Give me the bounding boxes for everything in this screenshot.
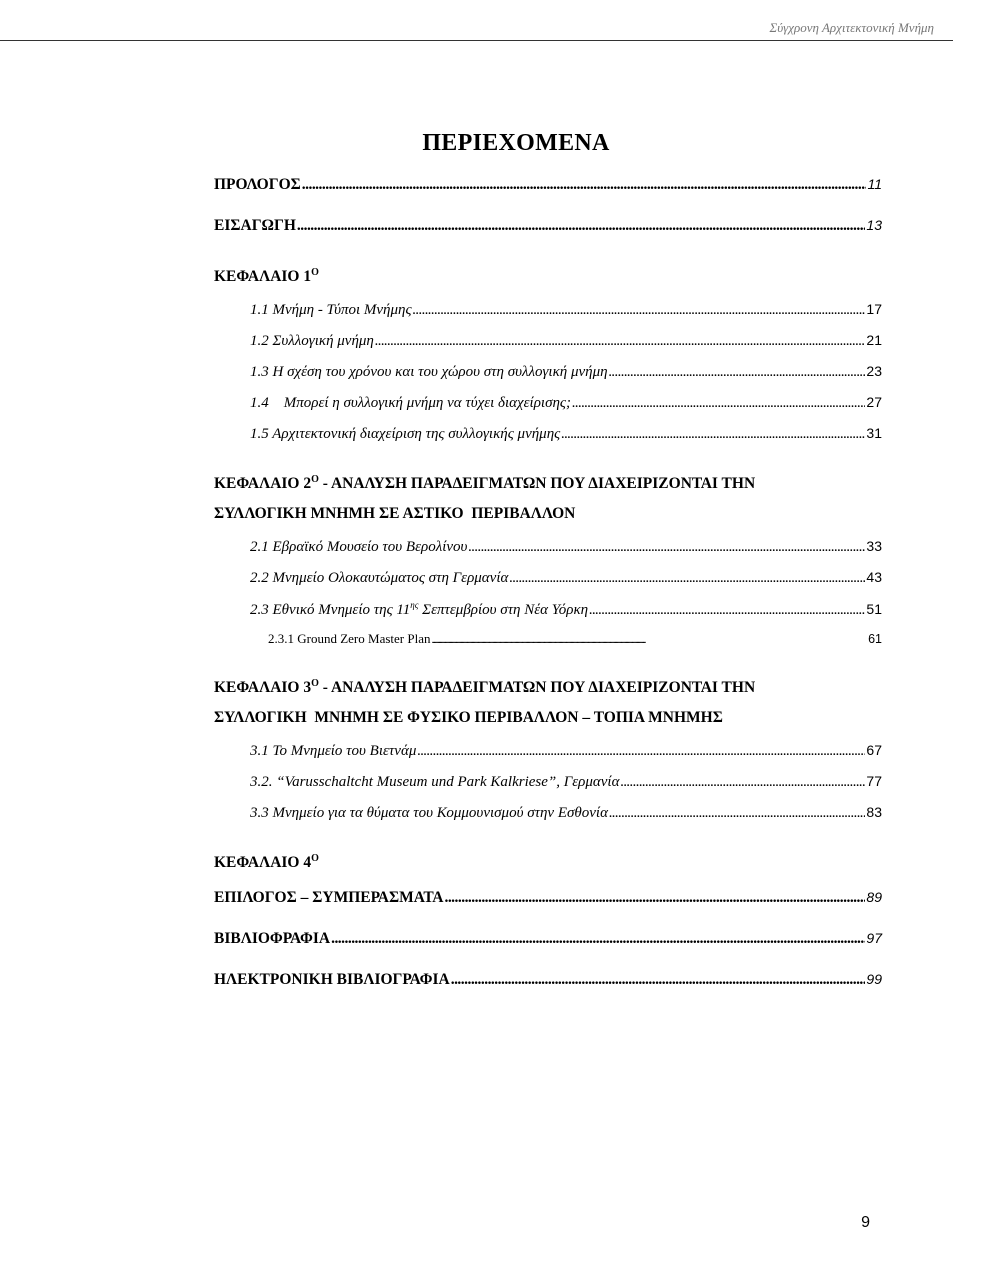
toc-entry-2-2[interactable] [214,569,882,600]
toc-leader [302,176,867,194]
toc-entry-2-1[interactable] [214,538,882,569]
toc-page-number: 97 [866,929,882,946]
toc-entry-label: ΕΙΣΑΓΩΓΗ [214,217,296,234]
toc-leader [413,302,866,319]
toc-leader [609,364,866,381]
toc-page-number: 21 [866,332,882,349]
toc-page-number: 31 [866,425,882,442]
chapter-ordinal: Ο [311,678,319,690]
toc-entry-label: 2.3.1 Ground Zero Master Plan [268,631,431,647]
toc-entry-label-part: Σεπτεμβρίου στη Νέα Υόρκη [418,602,589,619]
toc-entry-3-3[interactable] [214,804,882,835]
toc-entry-bibliography[interactable] [214,930,882,961]
running-header: Σύγχρονη Αρχιτεκτονική Μνήμη [769,20,934,35]
toc-leader [468,539,865,556]
toc-leader [451,971,866,989]
toc-page-number: 43 [866,569,882,586]
toc-leader [297,217,866,235]
toc-entry-1-5[interactable] [214,425,882,456]
toc-entry-intro[interactable] [214,217,882,248]
toc-entry-label: 1.2 Συλλογική μνήμη [250,333,374,350]
chapter-ordinal: Ο [311,267,319,278]
page-number: 9 [861,1214,870,1231]
toc-leader [444,889,865,907]
toc-entry-label: 1.4 Μπορεί η συλλογική μνήμη να τύχει διαχείρισης; [250,395,572,412]
toc-entry-label: 3.2. “Varusschaltcht Museum und Park Kalkriese”, Γερμανία [250,774,620,791]
toc-leader [331,930,865,948]
chapter-ordinal: Ο [311,474,319,486]
toc-entry-label: 2.1 Εβραϊκό Μουσείο του Βερολίνου [250,539,468,556]
toc-page-number: 13 [866,217,882,233]
toc-entry-label: 3.1 Το Μνημείο του Βιετνάμ [250,743,417,760]
toc-chapter-3[interactable] [214,669,882,733]
chapter-title-line2: ΣΥΛΛΟΓΙΚΗ ΜΝΗΜΗ ΣΕ ΦΥΣΙΚΟ ΠΕΡΙΒΑΛΛΟΝ – ΤΟΠΙΑ ΜΝΗΜΗΣ [214,709,723,727]
toc-entry-prologue[interactable] [214,176,882,207]
toc-leader [620,774,865,791]
toc-leader [572,395,865,412]
chapter-label: ΚΕΦΑΛΑΙΟ 4 [214,854,312,872]
toc-page-number: 99 [866,970,882,987]
toc-entry-label: 1.1 Μνήμη - Τύποι Μνήμης [250,302,412,319]
toc-leader [375,333,866,350]
toc-entry-epilogue[interactable] [214,889,882,920]
toc-leader [609,805,865,822]
toc-chapter-1[interactable] [214,258,882,292]
toc-entry-label: 1.3 Η σχέση του χρόνου και του χώρου στη συλλογική μνήμη [250,364,608,381]
toc-entry-2-3[interactable] [214,600,882,631]
toc-page-number: 77 [866,773,882,790]
toc-entry-label: ΠΡΟΛΟΓΟΣ [214,176,301,193]
toc-leader [589,602,865,619]
toc-page-number: 23 [866,363,882,380]
toc-entry-3-1[interactable] [214,742,882,773]
toc-entry-3-2[interactable] [214,773,882,804]
toc-entry-label: ΗΛΕΚΤΡΟΝΙΚΗ ΒΙΒΛΙΟΓΡΑΦΙΑ [214,970,450,988]
toc-entry-1-3[interactable] [214,363,882,394]
header-rule [0,40,953,41]
toc-chapter-4[interactable] [214,844,882,878]
chapter-label: ΚΕΦΑΛΑΙΟ 2 [214,475,312,493]
toc-chapter-2[interactable] [214,465,882,529]
toc-leader [417,743,865,760]
toc-entry-2-3-1[interactable] [214,631,882,659]
toc-page-number: 61 [868,632,882,647]
toc-entry-label: 3.3 Μνημείο για τα θύματα του Κομμουνισμού στην Εσθονία [250,805,608,822]
chapter-title-line2: ΣΥΛΛΟΓΙΚΗ ΜΝΗΜΗ ΣΕ ΑΣΤΙΚΟ ΠΕΡΙΒΑΛΛΟΝ [214,505,576,523]
toc-page-number: 51 [866,601,882,618]
toc-entry-label: 1.5 Αρχιτεκτονική διαχείριση της συλλογικής μνήμης [250,426,561,443]
chapter-ordinal: Ο [311,853,319,865]
page-title: ΠΕΡΙΕΧΟΜΕΝΑ [422,130,610,156]
chapter-title: - ΑΝΑΛΥΣΗ ΠΑΡΑΔΕΙΓΜΑΤΩΝ ΠΟΥ ΔΙΑΧΕΙΡΙΖΟΝΤΑΙ ΤΗΝ [318,679,756,697]
toc-entry-label [250,600,588,619]
toc-page-number: 11 [867,176,882,192]
toc-entry-label: 2.2 Μνημείο Ολοκαυτώματος στη Γερμανία [250,570,509,587]
toc-entry-1-2[interactable] [214,332,882,363]
toc-entry-e-bibliography[interactable] [214,971,882,1002]
toc-entry-label-sup: ης [410,600,419,611]
table-of-contents [214,176,882,1002]
toc-page-number: 27 [866,394,882,411]
toc-page-number: 89 [866,888,882,905]
toc-page-number: 17 [866,301,882,318]
chapter-title: - ΑΝΑΛΥΣΗ ΠΑΡΑΔΕΙΓΜΑΤΩΝ ΠΟΥ ΔΙΑΧΕΙΡΙΖΟΝΤΑΙ ΤΗΝ [318,475,756,493]
toc-entry-1-4[interactable] [214,394,882,425]
toc-page-number: 33 [866,538,882,555]
toc-entry-1-1[interactable] [214,301,882,332]
toc-entry-label: ΕΠΙΛΟΓΟΣ – ΣΥΜΠΕΡΑΣΜΑΤΑ [214,888,444,906]
chapter-label: ΚΕΦΑΛΑΙΟ 1 [214,268,312,286]
toc-leader [509,570,865,587]
toc-entry-label-part: 2.3 Εθνικό Μνημείο της 11 [250,602,411,619]
toc-entry-label: ΒΙΒΛΙΟΦΡΑΦΙΑ [214,929,331,947]
toc-page-number: 83 [866,804,882,821]
toc-page-number: 67 [866,742,882,759]
toc-leader [431,634,867,646]
chapter-label: ΚΕΦΑΛΑΙΟ 3 [214,679,312,697]
toc-leader [561,426,865,443]
